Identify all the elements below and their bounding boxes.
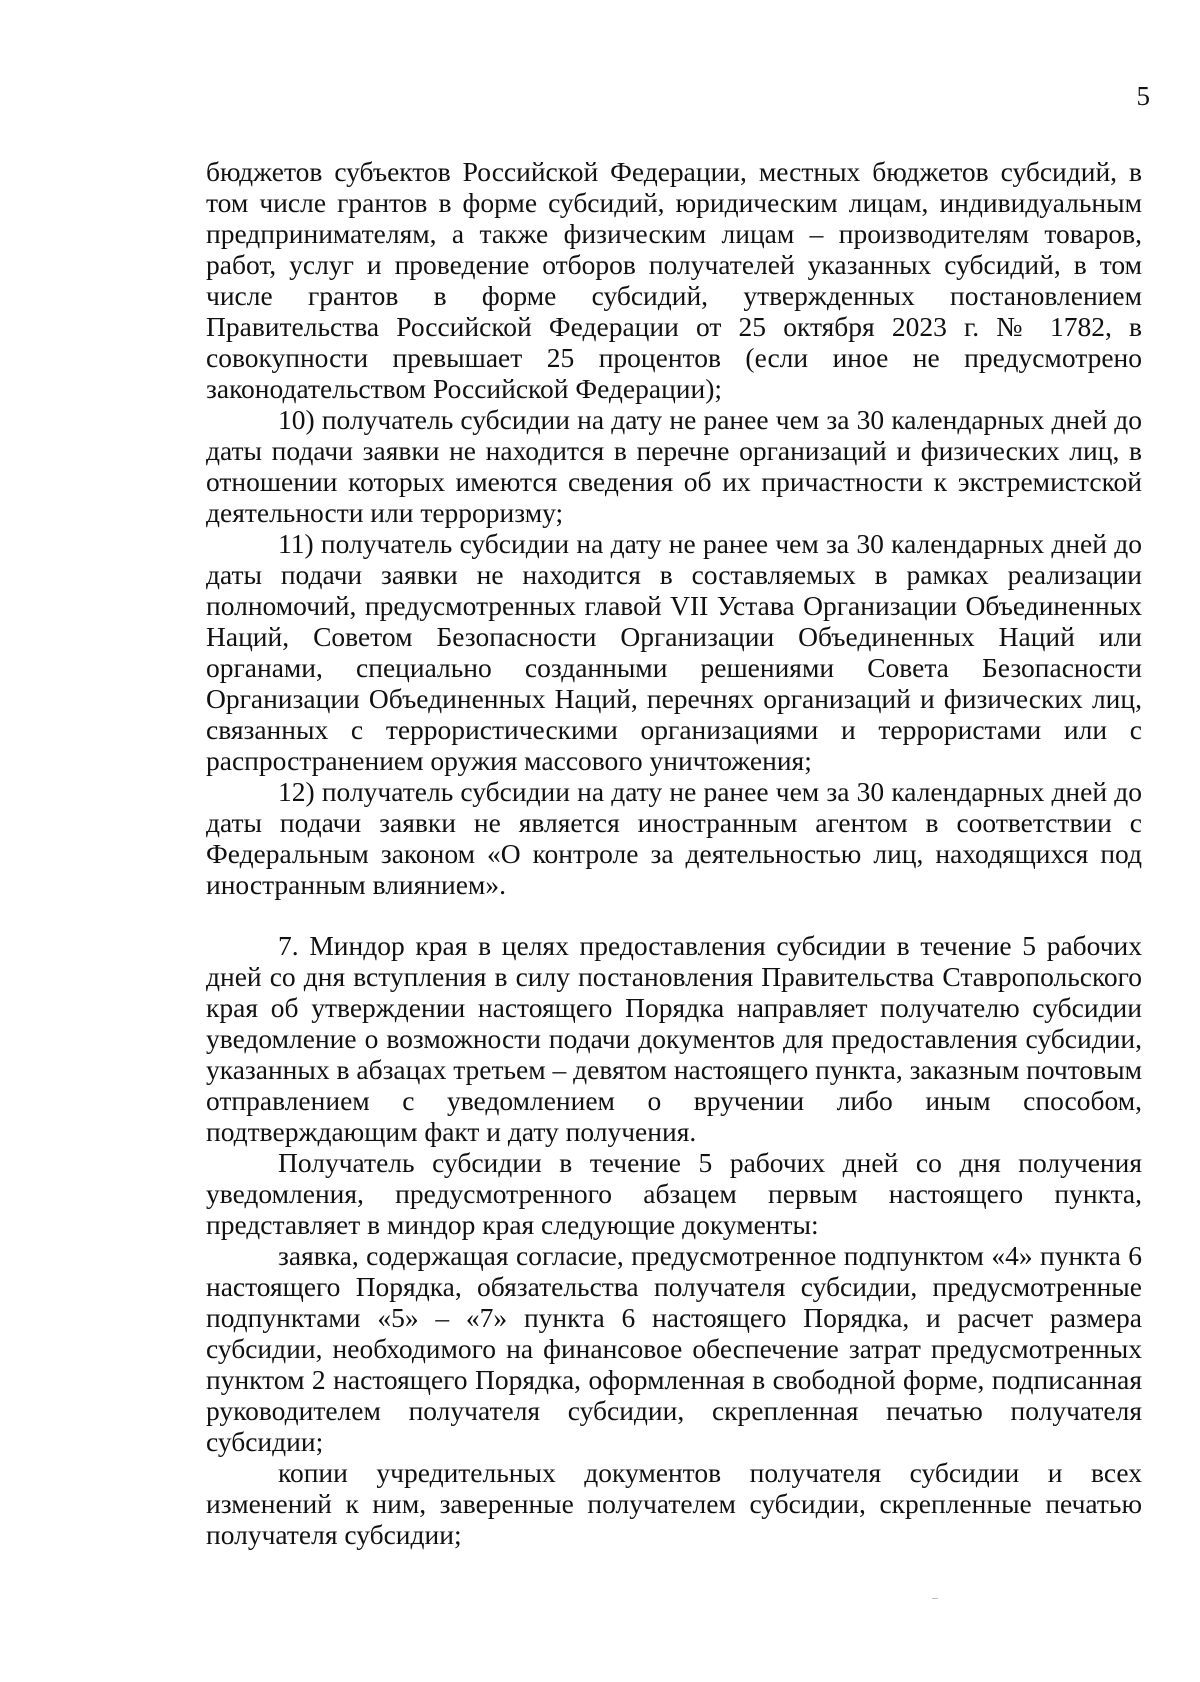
paragraph-section-7: 7. Миндор края в целях предоставления субсидии в течение 5 рабочих дней со дня вступления в силу постановления Правительства Ставропольского края об утверждении настоящего Порядка направляет получателю субсидии уведомление о возможности подачи документов для предоставления субсидии, указанных в абзацах третьем – девятом настоящего пункта, заказным почтовым отправлением с уведомлением о вручении либо иным способом, подтверждающим факт и дату получения.	[206, 930, 1142, 1147]
paragraph-continuation: бюджетов субъектов Российской Федерации, местных бюджетов субсидий, в том числе грантов в форме субсидий, юридическим лицам, индивидуальным предпринимателям, а также физическим лицам – производителям товаров, работ, услуг и проведение отборов получателей указанных субсидий, в том числе грантов в форме субсидий, утвержденных постановлением Правительства Российской Федерации от 25 октября 2023 г. № 1782, в совокупности превышает 25 процентов (если иное не предусмотрено законодательством Российской Федерации);	[206, 156, 1142, 404]
paragraph-founding-documents: копии учредительных документов получателя субсидии и всех изменений к ним, заверенные получателем субсидии, скрепленные печатью получателя субсидии;	[206, 1457, 1142, 1550]
paragraph-application: заявка, содержащая согласие, предусмотренное подпунктом «4» пункта 6 настоящего Порядка, обязательства получателя субсидии, предусмотренные подпунктами «5» – «7» пункта 6 настоящего Порядка, и расчет размера субсидии, необходимого на финансовое обеспечение затрат предусмотренных пунктом 2 настоящего Порядка, оформленная в свободной форме, подписанная руководителем получателя субсидии, скрепленная печатью получателя субсидии;	[206, 1240, 1142, 1457]
paragraph-item-10: 10) получатель субсидии на дату не ранее чем за 30 календарных дней до даты подачи заявки не находится в перечне организаций и физических лиц, в отношении которых имеются сведения об их причастности к экстремистской деятельности или терроризму;	[206, 404, 1142, 528]
page-number: 5	[1136, 81, 1150, 111]
paragraph-item-11: 11) получатель субсидии на дату не ранее чем за 30 календарных дней до даты подачи заявки не находится в составляемых в рамках реализации полномочий, предусмотренных главой VII Устава Организации Объединенных Наций, Советом Безопасности Организации Объединенных Наций или органами, специально созданными решениями Совета Безопасности Организации Объединенных Наций, перечнях организаций и физических лиц, связанных с террористическими организациями и террористами или с распространением оружия массового уничтожения;	[206, 528, 1142, 776]
paragraph-item-12: 12) получатель субсидии на дату не ранее чем за 30 календарных дней до даты подачи заявки не является иностранным агентом в соответствии с Федеральным законом «О контроле за деятельностью лиц, находящихся под иностранным влиянием».	[206, 776, 1142, 900]
document-body	[206, 156, 1142, 1550]
paragraph-documents-intro: Получатель субсидии в течение 5 рабочих дней со дня получения уведомления, предусмотренного абзацем первым настоящего пункта, представляет в миндор края следующие документы:	[206, 1147, 1142, 1240]
scan-artifact	[932, 1598, 938, 1599]
